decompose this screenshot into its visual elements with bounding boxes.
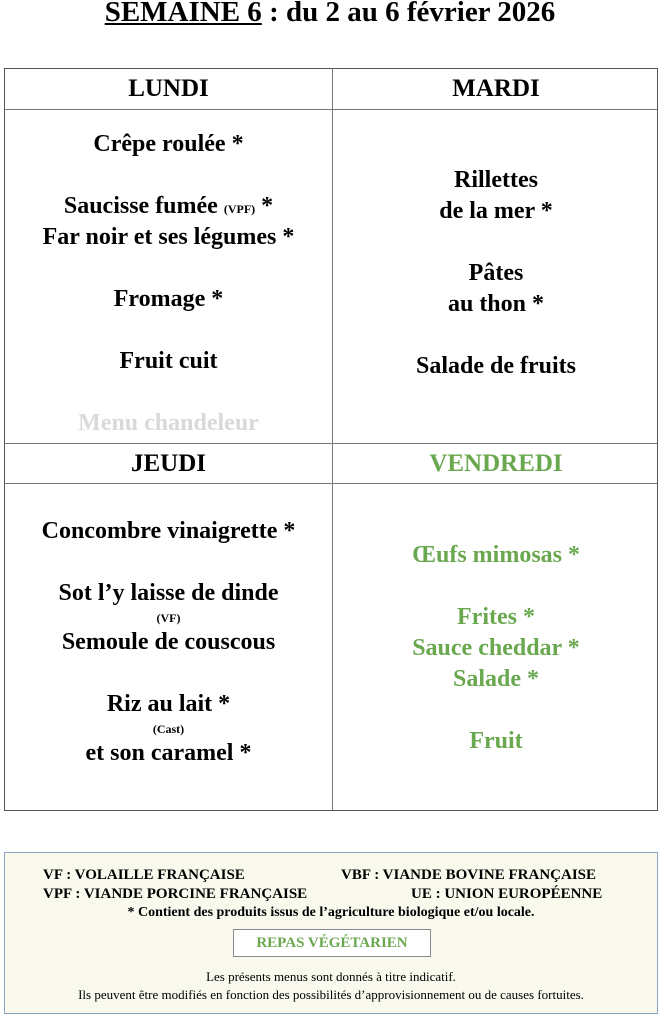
menu-cell-vendredi [333,540,659,757]
dish-starter: Rillettes [454,167,538,193]
dish-starter: Œufs mimosas * [411,542,580,568]
dish-dessert: Fruit cuit [119,348,218,374]
disclaimer-line1: Les présents menus sont donnés à titre indicatif. [206,969,456,984]
legend-box [4,852,658,1014]
dish-starter: Crêpe roulée * [93,131,244,157]
page-title [0,0,660,29]
legend-ue: UE : UNION EUROPÉENNE [411,886,603,902]
dish-main: Pâtes [468,260,524,286]
disclaimer-line2: Ils peuvent être modifiés en fonction des possibilités d’approvisionnement ou de causes fortuites. [78,987,584,1002]
theme-label: Menu chandeleur [78,410,259,436]
week-label: SEMAINE 6 [104,0,262,28]
dish-dessert-line2: et son caramel * [85,740,252,766]
dish-dessert: Riz au lait * [106,691,231,717]
menu-cell-mardi [333,165,659,382]
dish-side: Salade * [452,666,539,692]
origin-label: (VPF) [223,202,256,216]
menu-cell-jeudi [5,516,332,769]
dish-main: Sot l’y laisse de dinde [58,580,279,606]
dish-cheese: Fromage * [113,286,224,312]
day-header-vendredi: VENDREDI [429,450,563,477]
dish-starter-line2: de la mer * [439,198,553,224]
menu-table [4,68,658,811]
day-header-lundi: LUNDI [128,75,209,102]
dish-sauce: Sauce cheddar * [412,635,580,661]
day-header-jeudi: JEUDI [130,450,206,477]
dish-main-line2: au thon * [447,291,545,317]
dish-side: Far noir et ses légumes * [42,224,295,250]
dish-main: Saucisse fumée (VPF) * [63,193,274,219]
vegetarian-badge: REPAS VÉGÉTARIEN [233,929,431,957]
dish-dessert: Fruit [469,728,523,754]
origin-label: (VF) [156,611,181,625]
day-header-mardi: MARDI [452,75,540,102]
legend-bio: * Contient des produits issus de l’agriculture biologique et/ou locale. [127,905,535,920]
legend-vpf: VPF : VIANDE PORCINE FRANÇAISE [43,886,308,902]
legend-vf: VF : VOLAILLE FRANÇAISE [43,867,245,883]
menu-cell-lundi [5,129,332,439]
dessert-note: (Cast) [152,722,185,736]
row-divider [5,109,657,110]
dish-dessert: Salade de fruits [415,353,576,379]
week-dates: : du 2 au 6 février 2026 [261,0,556,28]
dish-main: Frites * [457,604,535,630]
legend-vbf: VBF : VIANDE BOVINE FRANÇAISE [341,867,597,883]
dish-side: Semoule de couscous [61,629,276,655]
dish-starter: Concombre vinaigrette * [41,518,296,544]
